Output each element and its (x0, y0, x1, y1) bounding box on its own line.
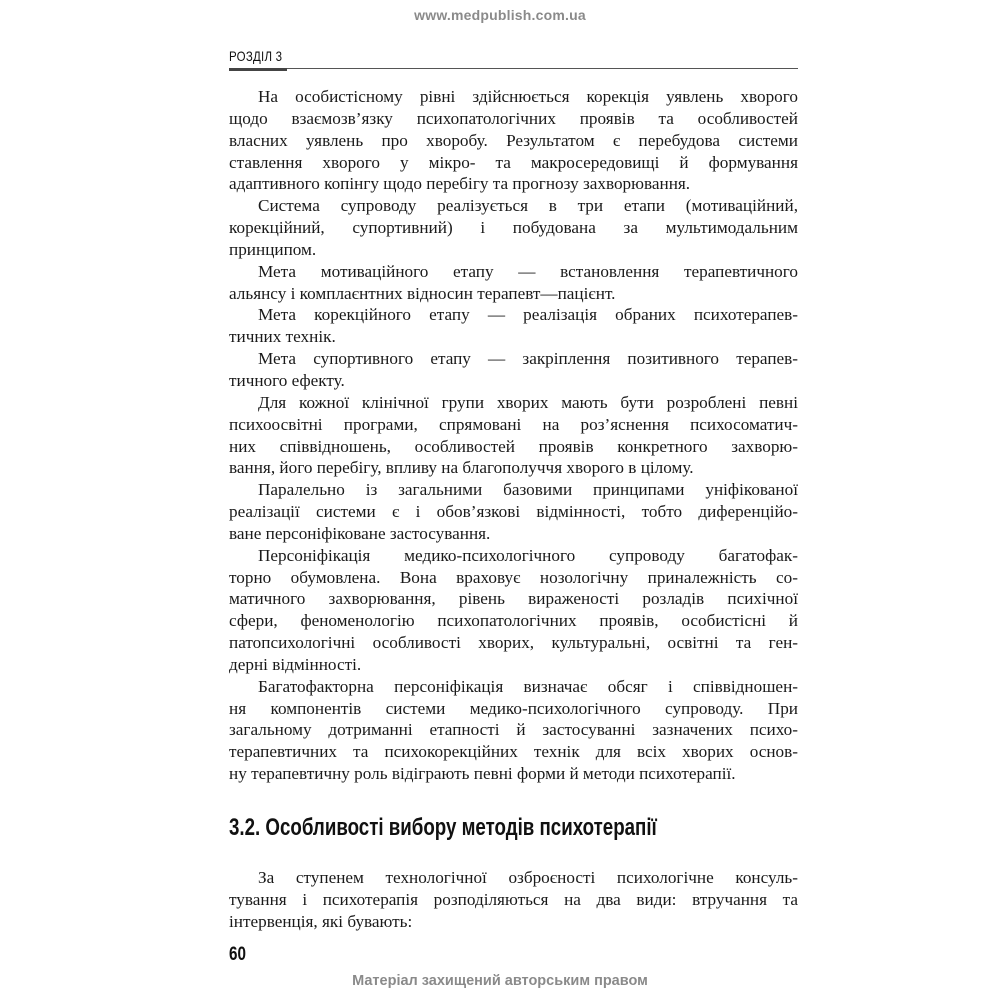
text-line: ване персоніфіковане застосування. (229, 523, 491, 543)
text-line: власних уявлень про хворобу. Результатом є перебудова системи (229, 130, 798, 150)
text-line: них співвідношень, особливостей проявів конкретного захворю- (229, 436, 798, 456)
text-line: торно обумовлена. Вона враховує нозологічну приналежність со- (229, 567, 798, 587)
text-line: Мета корекційного етапу — реалізація обраних психотерапев- (258, 305, 798, 325)
text-line: адаптивного копінгу щодо перебігу та прогнозу захворювання. (229, 174, 691, 194)
text-line: психоосвітні програми, спрямовані на роз’яснення психосоматич- (229, 414, 798, 434)
text-line: патопсихологічні особливості хворих, культуральні, освітні та ген- (229, 633, 798, 653)
paragraph (229, 676, 798, 785)
paragraph (229, 86, 798, 195)
text-line: Мета супортивного етапу — закріплення позитивного терапев- (258, 349, 798, 369)
text-line: вання, його перебігу, впливу на благополуччя хворого в цілому. (229, 458, 694, 478)
text-line: Персоніфікація медико-психологічного супроводу багатофак- (258, 545, 798, 565)
text-line: сфери, феноменологію психопатологічних проявів, особистісні й (229, 611, 798, 631)
text-line: інтервенція, які бувають: (229, 911, 413, 931)
text-line: альянсу і комплаєнтних відносин терапевт—пацієнт. (229, 283, 616, 303)
paragraph (229, 348, 798, 392)
paragraph (229, 392, 798, 479)
text-line: терапевтичних та психокорекційних технік для всіх хворих основ- (229, 742, 798, 762)
paragraph (229, 304, 798, 348)
text-line: Система супроводу реалізується в три етапи (мотиваційний, (258, 196, 798, 216)
text-line: реалізації системи є і обов’язкові відмінності, тобто диференційо- (229, 502, 798, 522)
section-heading: 3.2. Особливості вибору методів психотерапії (229, 814, 657, 841)
text-line: принципом. (229, 239, 317, 259)
text-line: дерні відмінності. (229, 654, 362, 674)
site-url-watermark: www.medpublish.com.ua (414, 7, 586, 23)
text-line: Мета мотиваційного етапу — встановлення терапевтичного (258, 261, 798, 281)
text-line: ня компонентів системи медико-психологічного супроводу. При (229, 698, 798, 718)
text-line: загальному дотриманні етапності й застосуванні зазначених психо- (229, 720, 798, 740)
text-line: За ступенем технологічної озброєності психологічне консуль- (258, 868, 798, 887)
main-body-text (229, 86, 798, 785)
text-line: ставлення хворого у мікро- та макросередовищі й формування (229, 152, 798, 172)
text-line: тичного ефекту. (229, 370, 345, 390)
running-head-chapter: РОЗДІЛ 3 (229, 48, 283, 64)
text-line: тування і психотерапія розподіляються на два види: втручання та (229, 889, 798, 909)
text-line: Багатофакторна персоніфікація визначає обсяг і співвідношен- (258, 676, 798, 696)
text-line: ну терапевтичну роль відіграють певні форми й методи психотерапії. (229, 764, 736, 784)
header-rule-accent (229, 68, 287, 71)
text-line: На особистісному рівні здійснюється корекція уявлень хворого (258, 87, 798, 106)
text-line: Паралельно із загальними базовими принципами уніфікованої (258, 480, 798, 500)
paragraph (229, 479, 798, 545)
text-line: корекційний, супортивний) і побудована за мультимодальним (229, 218, 798, 238)
section-body-text (229, 867, 798, 933)
header-rule (229, 68, 798, 69)
copyright-notice: Матеріал захищений авторським правом (352, 973, 648, 989)
text-line: Для кожної клінічної групи хворих мають бути розроблені певні (258, 392, 798, 412)
text-line: тичних технік. (229, 327, 336, 347)
paragraph (229, 261, 798, 305)
paragraph (229, 545, 798, 676)
text-line: матичного захворювання, рівень вираженості розладів психічної (229, 589, 798, 609)
text-line: щодо взаємозв’язку психопатологічних проявів та особливостей (229, 108, 798, 128)
paragraph (229, 195, 798, 261)
paragraph (229, 867, 798, 933)
page-number: 60 (229, 944, 246, 965)
